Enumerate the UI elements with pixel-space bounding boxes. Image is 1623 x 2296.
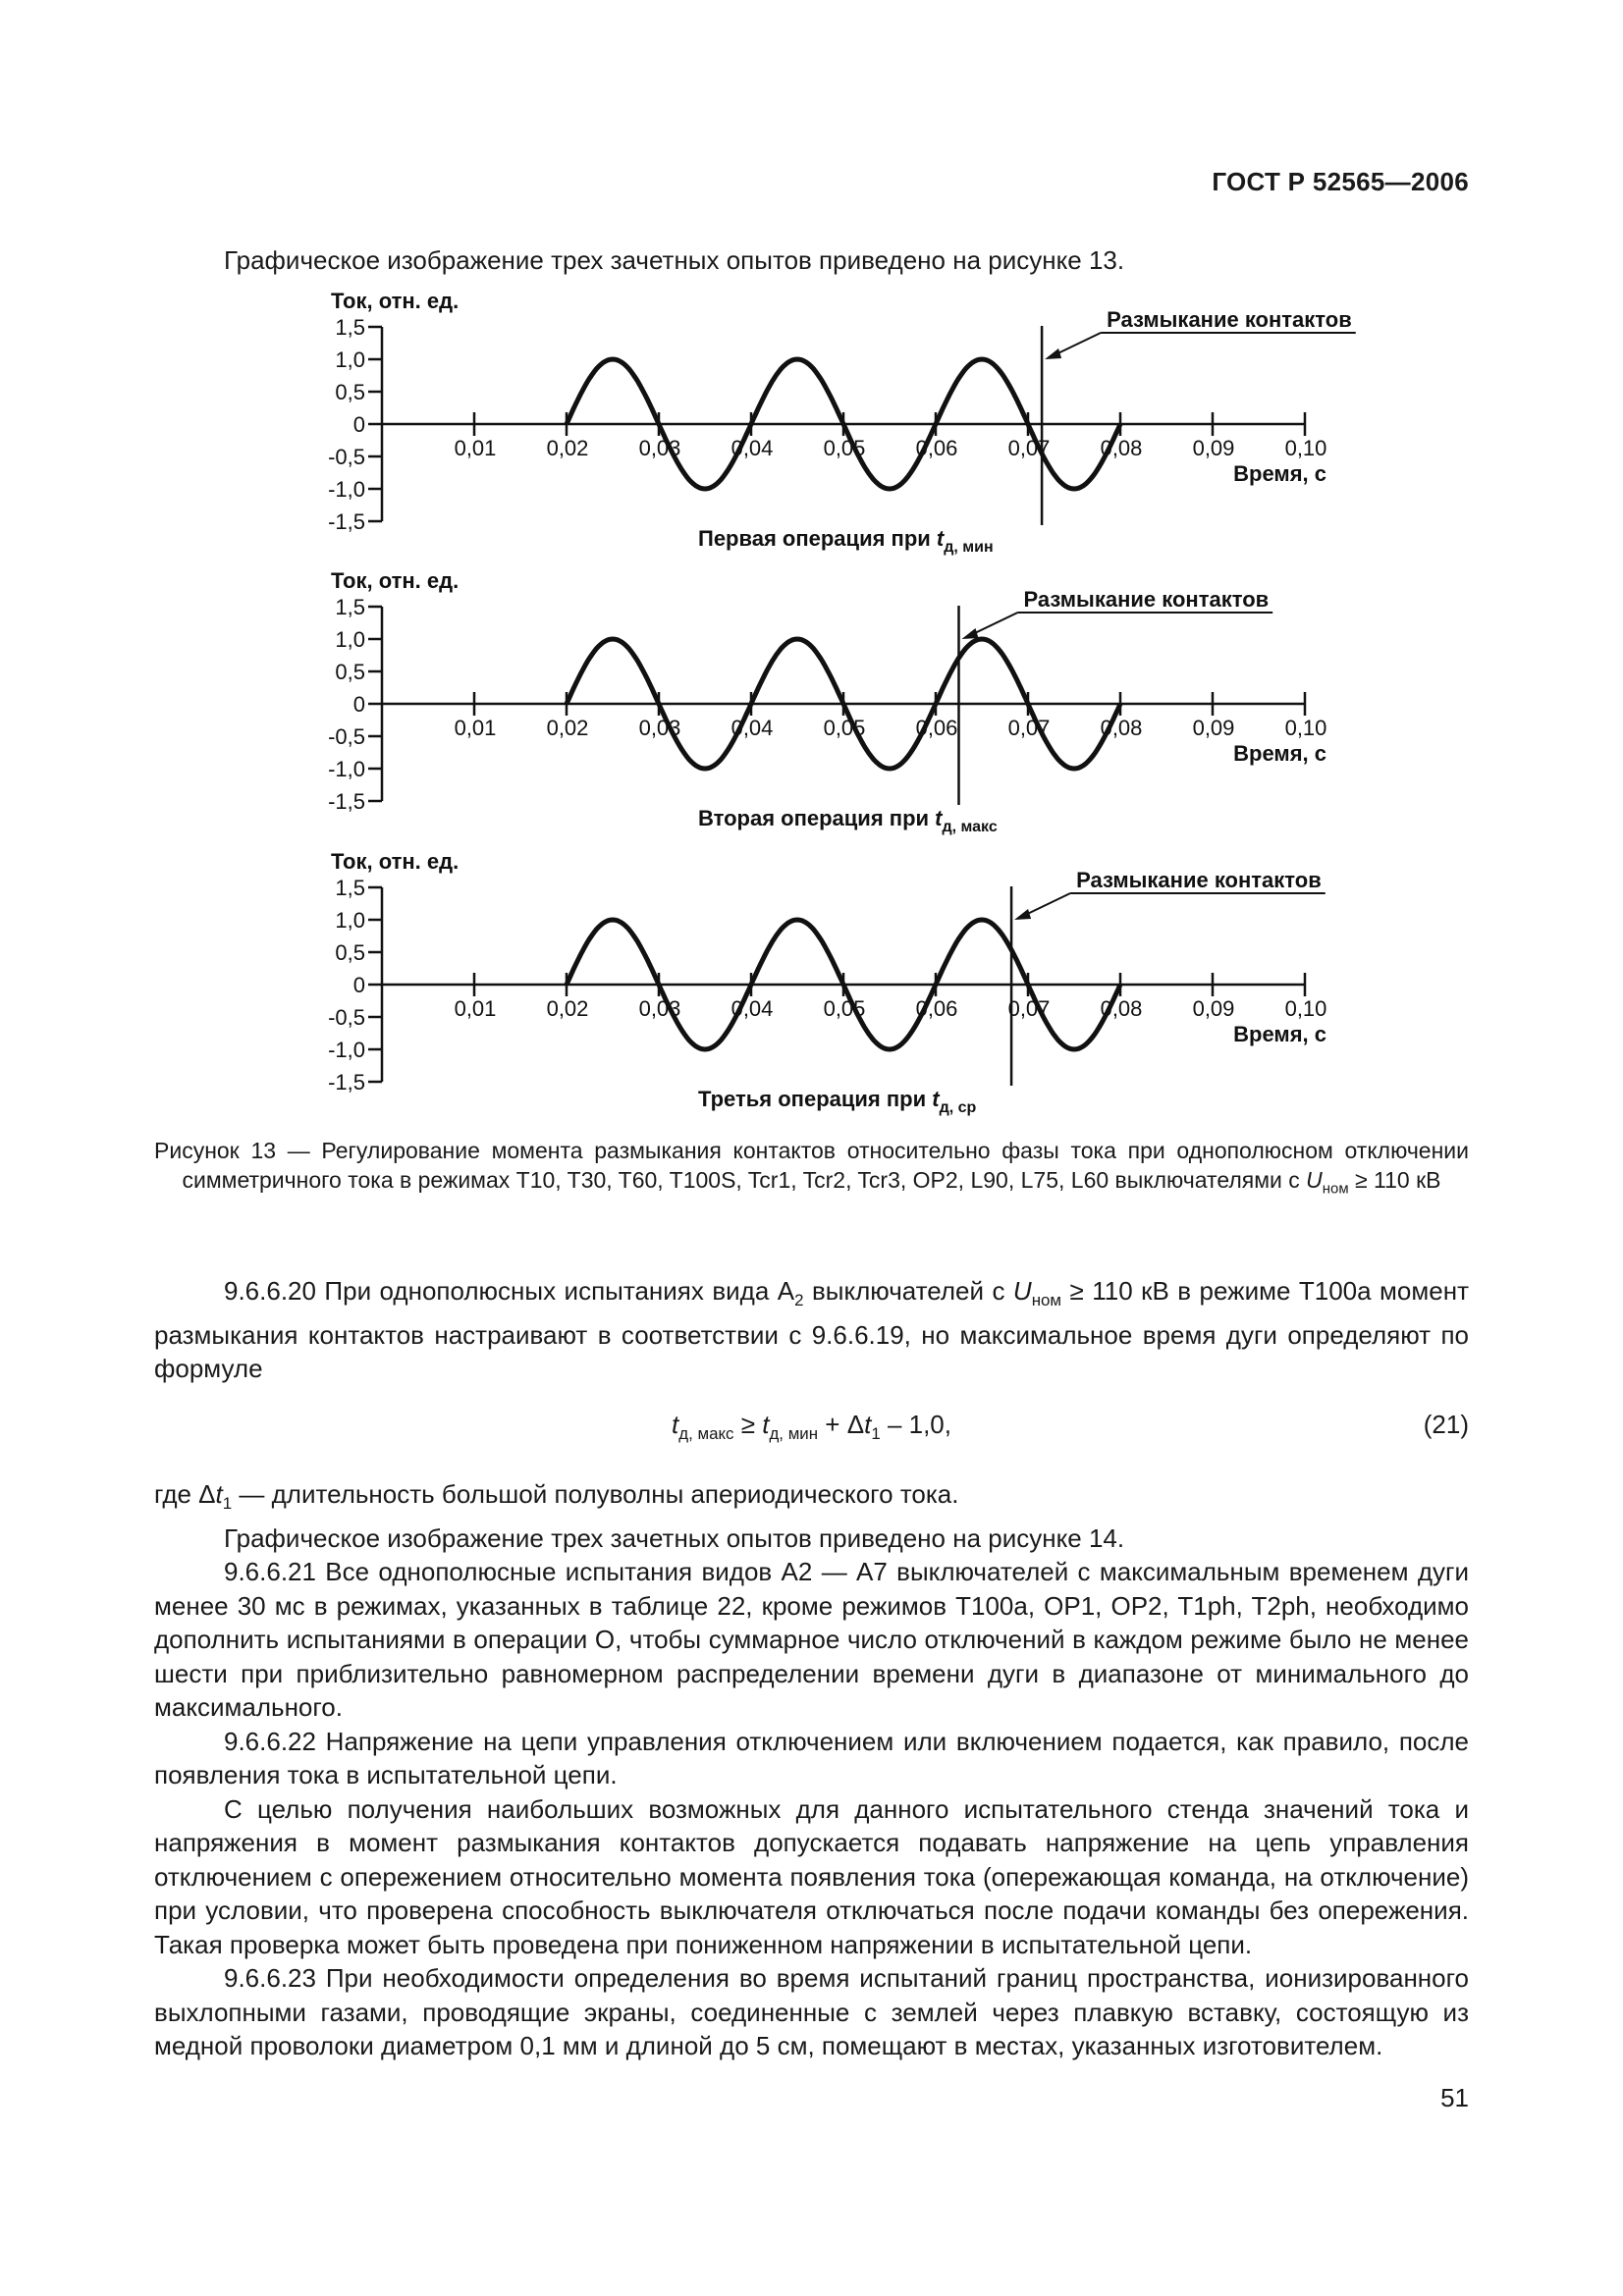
where-a: где Δ xyxy=(154,1479,216,1509)
y-tick-label: 1,0 xyxy=(335,347,365,372)
y-tick-label: -1,5 xyxy=(328,509,365,534)
x-tick-label: 0,07 xyxy=(1007,996,1051,1021)
formula-t2: t xyxy=(762,1410,770,1439)
y-tick-label: -0,5 xyxy=(328,1005,365,1030)
x-axis-label: Время, с xyxy=(1233,741,1326,766)
x-tick-label: 0,02 xyxy=(546,716,589,740)
y-tick-label: 0,5 xyxy=(335,940,365,965)
operation-title-sub: д, макс xyxy=(942,819,998,835)
chart-operation-2 xyxy=(0,564,1623,849)
y-axis-label: Ток, отн. ед. xyxy=(331,568,460,593)
y-tick-label: -0,5 xyxy=(328,724,365,749)
y-tick-label: 1,5 xyxy=(335,876,365,900)
formula-sub1: д, макс xyxy=(678,1424,734,1444)
x-tick-label: 0,05 xyxy=(823,436,866,460)
y-tick-label: 0,5 xyxy=(335,660,365,684)
operation-title-text: Первая операция при xyxy=(698,526,937,551)
annotation-arrowhead xyxy=(962,628,979,639)
y-tick-label: -1,0 xyxy=(328,757,365,781)
y-tick-label: -1,5 xyxy=(328,789,365,814)
figure-caption xyxy=(154,1136,1469,1204)
paragraph-9-6-6-21: 9.6.6.21 Все однополюсные испытания видов А2 — А7 выключателей с максимальным временем дуги менее 30 мс в режимах, указанных в таблице 22, кроме режимов T100a, OP1, OP2, T1ph, T2ph, необходимо дополнить испытаниями в операции О, чтобы суммарное число отключений в каждом режиме было не менее шести при приблизительно равномерном распределении времени дуги в диапазоне от минимального до максимального. xyxy=(154,1557,1469,1723)
operation-title-var: t xyxy=(935,806,943,830)
caption-prefix: Рисунок 13 — Регулирование момента размыкания контактов относительно фазы тока при однополюсном отключении симметричного тока в режимах T10, T30, T60, T100S, Tcr1, Tcr2, Tcr3, OP2, L90, L75, L60 выключателями с xyxy=(154,1138,1469,1193)
x-axis-label: Время, с xyxy=(1233,461,1326,486)
page-number: 51 xyxy=(1440,2083,1469,2112)
chart-operation-1 xyxy=(0,285,1623,569)
y-tick-label: -1,0 xyxy=(328,1038,365,1062)
caption-sub: ном xyxy=(1322,1180,1349,1198)
y-tick-label: 1,5 xyxy=(335,595,365,619)
y-tick-label: -0,5 xyxy=(328,445,365,469)
x-tick-label: 0,10 xyxy=(1284,716,1327,740)
x-tick-label: 0,02 xyxy=(546,996,589,1021)
annotation-arrowhead xyxy=(1014,909,1031,920)
p1-c: ≥ 110 кВ в режиме T100a момент размыкания контактов настраивают в соответствии с 9.6.6.19, но максимальное время дуги определяют по формуле xyxy=(154,1276,1469,1384)
paragraph-9-6-6-23: 9.6.6.23 При необходимости определения во время испытаний границ пространства, ионизированного выхлопными газами, проводящие экраны, соединенные с землей через плавкую вставку, состоящую из медной проволоки диаметром 0,1 мм и длиной до 5 см, помещают в местах, указанных изготовителем. xyxy=(154,1963,1469,2061)
y-tick-label: 0 xyxy=(352,692,365,717)
formula-expression xyxy=(154,1410,1469,1444)
y-tick-label: 0 xyxy=(352,973,365,997)
y-tick-label: 1,5 xyxy=(335,315,365,340)
formula-sub2: д, мин xyxy=(769,1424,819,1444)
body-text xyxy=(154,1477,1469,2063)
x-tick-label: 0,10 xyxy=(1284,436,1327,460)
p1-sub-a: 2 xyxy=(794,1291,804,1310)
x-tick-label: 0,07 xyxy=(1007,436,1051,460)
annotation-label: Размыкание контактов xyxy=(1076,868,1322,892)
operation-title-sub: д, ср xyxy=(939,1099,977,1116)
formula-t3: t xyxy=(864,1410,872,1439)
y-tick-label: 1,0 xyxy=(335,908,365,933)
x-tick-label: 0,05 xyxy=(823,716,866,740)
operation-title-text: Третья операция при xyxy=(698,1087,933,1111)
formula-tail: – 1,0, xyxy=(880,1410,951,1439)
where-t: t xyxy=(215,1479,223,1509)
x-tick-label: 0,03 xyxy=(638,996,681,1021)
formula-t1: t xyxy=(671,1410,679,1439)
p1-b: выключателей с xyxy=(803,1276,1013,1306)
x-tick-label: 0,01 xyxy=(454,436,497,460)
p1-sub-var: ном xyxy=(1031,1291,1062,1310)
annotation-label: Размыкание контактов xyxy=(1023,587,1270,612)
formula-21 xyxy=(154,1410,1469,1443)
annotation-label: Размыкание контактов xyxy=(1107,307,1352,332)
operation-title-text: Вторая операция при xyxy=(698,806,936,830)
paragraph-fig14-ref: Графическое изображение трех зачетных опытов приведено на рисунке 14. xyxy=(224,1522,1125,1553)
y-tick-label: 0 xyxy=(352,412,365,437)
y-tick-label: -1,0 xyxy=(328,477,365,502)
formula-plus: + Δ xyxy=(818,1410,865,1439)
x-tick-label: 0,09 xyxy=(1192,436,1235,460)
formula-ge: ≥ xyxy=(733,1410,763,1439)
operation-title xyxy=(698,1087,977,1116)
paragraph-9-6-6-20 xyxy=(154,1274,1469,1386)
operation-title-var: t xyxy=(936,526,945,551)
x-tick-label: 0,10 xyxy=(1284,996,1327,1021)
x-tick-label: 0,07 xyxy=(1007,716,1051,740)
x-axis-label: Время, с xyxy=(1233,1022,1326,1046)
x-tick-label: 0,08 xyxy=(1100,716,1143,740)
caption-suffix: ≥ 110 кВ xyxy=(1355,1167,1441,1193)
x-tick-label: 0,09 xyxy=(1192,996,1235,1021)
caption-var: U xyxy=(1306,1167,1323,1193)
paragraph-9-6-6-22: 9.6.6.22 Напряжение на цепи управления отключением или включением подается, как правило, после появления тока в испытательной цепи. xyxy=(154,1726,1469,1790)
y-tick-label: -1,5 xyxy=(328,1070,365,1095)
paragraph-advance-command: С целью получения наибольших возможных для данного испытательного стенда значений тока и напряжения в момент размыкания контактов допускается подавать напряжение на цепь управления отключением с опережением относительно момента появления тока (опережающая команда, на отключение) при условии, что проверена способность выключателя отключаться после подачи команды без опережения. Такая проверка может быть проведена при пониженном напряжении в испытательной цепи. xyxy=(154,1793,1469,1959)
x-tick-label: 0,01 xyxy=(454,996,497,1021)
y-axis-label: Ток, отн. ед. xyxy=(331,849,460,874)
annotation-arrowhead xyxy=(1045,348,1061,359)
p1-var: U xyxy=(1012,1276,1032,1306)
x-tick-label: 0,03 xyxy=(638,436,681,460)
y-axis-label: Ток, отн. ед. xyxy=(331,289,460,313)
formula-number: (21) xyxy=(1423,1410,1469,1439)
intro-text: Графическое изображение трех зачетных опытов приведено на рисунке 13. xyxy=(224,245,1125,275)
p1-a: 9.6.6.20 При однополюсных испытаниях вида А xyxy=(224,1276,795,1306)
formula-sub3: 1 xyxy=(871,1424,881,1444)
x-tick-label: 0,02 xyxy=(546,436,589,460)
x-tick-label: 0,08 xyxy=(1100,436,1143,460)
x-tick-label: 0,01 xyxy=(454,716,497,740)
standard-header: ГОСТ Р 52565—2006 xyxy=(1212,167,1469,196)
y-tick-label: 1,0 xyxy=(335,627,365,652)
operation-title-var: t xyxy=(932,1087,940,1111)
chart-operation-3 xyxy=(0,845,1623,1130)
y-tick-label: 0,5 xyxy=(335,380,365,404)
x-tick-label: 0,03 xyxy=(638,716,681,740)
where-sub: 1 xyxy=(222,1494,233,1514)
where-b: — длительность большой полуволны апериодического тока. xyxy=(232,1479,959,1509)
x-tick-label: 0,06 xyxy=(915,436,958,460)
x-tick-label: 0,05 xyxy=(823,996,866,1021)
x-tick-label: 0,06 xyxy=(915,996,958,1021)
x-tick-label: 0,06 xyxy=(915,716,958,740)
operation-title-sub: д, мин xyxy=(944,539,994,556)
x-tick-label: 0,08 xyxy=(1100,996,1143,1021)
x-tick-label: 0,04 xyxy=(730,996,774,1021)
x-tick-label: 0,09 xyxy=(1192,716,1235,740)
x-tick-label: 0,04 xyxy=(730,436,774,460)
operation-title xyxy=(698,526,994,556)
operation-title xyxy=(698,806,998,835)
x-tick-label: 0,04 xyxy=(730,716,774,740)
